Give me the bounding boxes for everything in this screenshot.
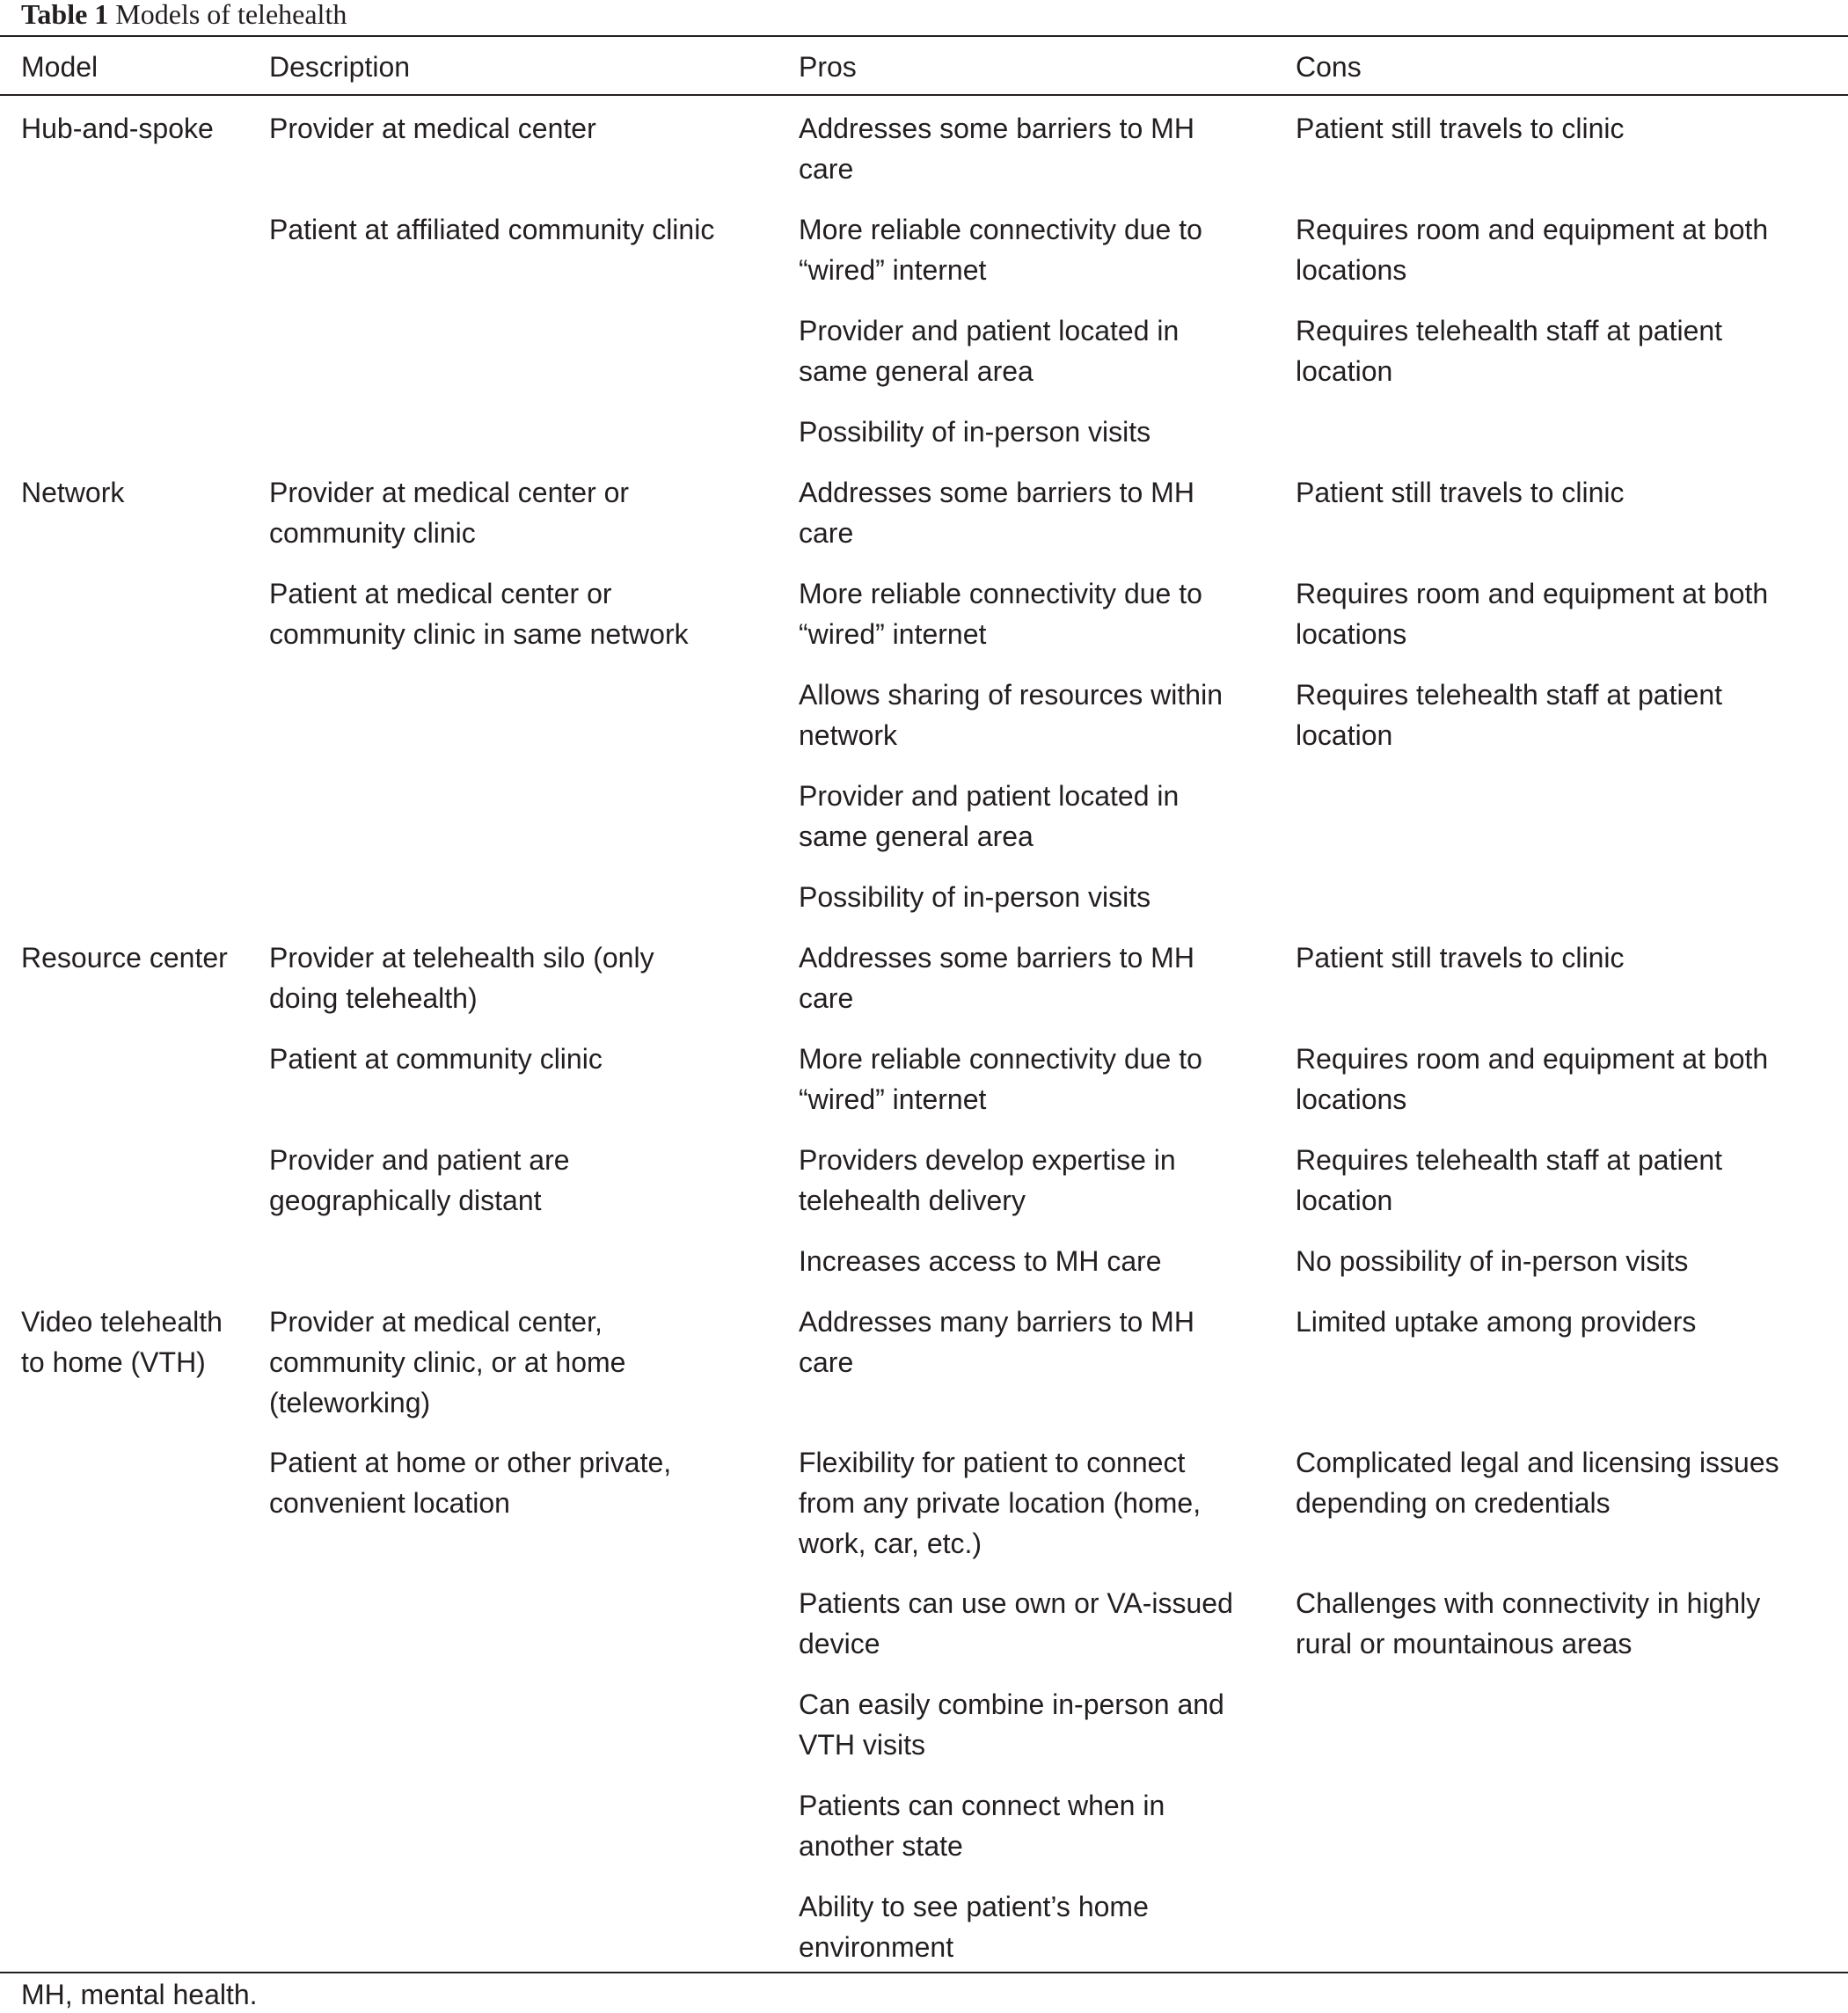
cons-cell-line: locations: [1296, 1083, 1407, 1115]
table-header-rule: [0, 94, 1848, 96]
pros-cell-line: Ability to see patient’s home: [799, 1891, 1149, 1922]
pros-cell-line: telehealth delivery: [799, 1185, 1026, 1216]
cons-cell-line: Requires room and equipment at both: [1296, 214, 1769, 245]
pros-cell-line: care: [799, 1346, 854, 1378]
model-cell-line: Video telehealth: [21, 1306, 223, 1338]
description-cell-line: doing telehealth): [269, 982, 478, 1014]
description-cell-line: convenient location: [269, 1487, 510, 1519]
pros-cell-line: Patients can use own or VA-issued: [799, 1587, 1233, 1619]
pros-cell-line: Possibility of in-person visits: [799, 881, 1151, 913]
cons-cell-line: location: [1296, 1185, 1393, 1216]
table-label: Table 1: [21, 0, 109, 30]
description-cell-line: Patient at medical center or: [269, 578, 612, 609]
cons-cell-line: locations: [1296, 618, 1407, 650]
pros-cell-line: Patients can connect when in: [799, 1790, 1165, 1821]
cons-cell-line: depending on credentials: [1296, 1487, 1611, 1519]
table-caption: [21, 0, 347, 32]
pros-cell-line: Providers develop expertise in: [799, 1144, 1176, 1176]
description-cell-line: Provider at medical center,: [269, 1306, 603, 1338]
description-cell-line: Provider at medical center: [269, 113, 596, 144]
pros-cell-line: “wired” internet: [799, 618, 987, 650]
pros-cell-line: “wired” internet: [799, 254, 987, 286]
pros-cell-line: Increases access to MH care: [799, 1245, 1162, 1277]
pros-cell-line: More reliable connectivity due to: [799, 214, 1202, 245]
pros-cell-line: VTH visits: [799, 1729, 925, 1761]
cons-cell-line: No possibility of in-person visits: [1296, 1245, 1689, 1277]
header-pros: Pros: [799, 51, 857, 83]
pros-cell-line: network: [799, 719, 898, 751]
description-cell-line: community clinic: [269, 517, 476, 549]
table-top-rule: [0, 35, 1848, 37]
cons-cell-line: Requires telehealth staff at patient: [1296, 1144, 1723, 1176]
pros-cell-line: “wired” internet: [799, 1083, 987, 1115]
pros-cell-line: environment: [799, 1931, 954, 1963]
description-cell-line: Patient at affiliated community clinic: [269, 214, 715, 245]
model-cell-line: Network: [21, 477, 125, 508]
description-cell-line: Patient at community clinic: [269, 1043, 603, 1075]
table-footnote: MH, mental health.: [21, 1979, 258, 2010]
pros-cell-line: Allows sharing of resources within: [799, 679, 1223, 711]
pros-cell-line: Addresses some barriers to MH: [799, 113, 1194, 144]
pros-cell-line: care: [799, 982, 854, 1014]
cons-cell-line: locations: [1296, 254, 1407, 286]
header-description: Description: [269, 51, 411, 83]
header-cons: Cons: [1296, 51, 1362, 83]
pros-cell-line: another state: [799, 1830, 963, 1862]
description-cell-line: Provider at telehealth silo (only: [269, 942, 654, 974]
description-cell-line: Patient at home or other private,: [269, 1447, 672, 1478]
pros-cell-line: care: [799, 517, 854, 549]
cons-cell-line: Patient still travels to clinic: [1296, 477, 1625, 508]
pros-cell-line: More reliable connectivity due to: [799, 1043, 1202, 1075]
pros-cell-line: from any private location (home,: [799, 1487, 1202, 1519]
description-cell-line: community clinic in same network: [269, 618, 689, 650]
pros-cell-line: More reliable connectivity due to: [799, 578, 1202, 609]
cons-cell-line: Requires telehealth staff at patient: [1296, 679, 1723, 711]
description-cell-line: Provider and patient are: [269, 1144, 570, 1176]
pros-cell-line: Flexibility for patient to connect: [799, 1447, 1186, 1478]
description-cell-line: community clinic, or at home: [269, 1346, 626, 1378]
model-cell-line: to home (VTH): [21, 1346, 206, 1378]
table-title: Models of telehealth: [115, 0, 347, 30]
description-cell-line: (teleworking): [269, 1387, 431, 1419]
pros-cell-line: care: [799, 153, 854, 185]
cons-cell-line: Challenges with connectivity in highly: [1296, 1587, 1761, 1619]
cons-cell-line: Requires room and equipment at both: [1296, 578, 1769, 609]
pros-cell-line: Provider and patient located in: [799, 780, 1180, 812]
cons-cell-line: location: [1296, 719, 1393, 751]
cons-cell-line: Requires room and equipment at both: [1296, 1043, 1769, 1075]
table-bottom-rule: [0, 1972, 1848, 1973]
pros-cell-line: Possibility of in-person visits: [799, 416, 1151, 448]
pros-cell-line: work, car, etc.): [799, 1528, 982, 1559]
cons-cell-line: Patient still travels to clinic: [1296, 942, 1625, 974]
header-model: Model: [21, 51, 99, 83]
pros-cell-line: same general area: [799, 355, 1034, 387]
pros-cell-line: Can easily combine in-person and: [799, 1688, 1224, 1720]
pros-cell-line: Addresses some barriers to MH: [799, 942, 1194, 974]
pros-cell-line: device: [799, 1628, 880, 1659]
cons-cell-line: Complicated legal and licensing issues: [1296, 1447, 1779, 1478]
description-cell-line: geographically distant: [269, 1185, 542, 1216]
model-cell-line: Hub-and-spoke: [21, 113, 214, 144]
cons-cell-line: Patient still travels to clinic: [1296, 113, 1625, 144]
pros-cell-line: Addresses some barriers to MH: [799, 477, 1194, 508]
cons-cell-line: Requires telehealth staff at patient: [1296, 315, 1723, 346]
pros-cell-line: Provider and patient located in: [799, 315, 1180, 346]
cons-cell-line: location: [1296, 355, 1393, 387]
pros-cell-line: Addresses many barriers to MH: [799, 1306, 1194, 1338]
description-cell-line: Provider at medical center or: [269, 477, 630, 508]
cons-cell-line: rural or mountainous areas: [1296, 1628, 1633, 1659]
cons-cell-line: Limited uptake among providers: [1296, 1306, 1697, 1338]
pros-cell-line: same general area: [799, 821, 1034, 852]
model-cell-line: Resource center: [21, 942, 228, 974]
